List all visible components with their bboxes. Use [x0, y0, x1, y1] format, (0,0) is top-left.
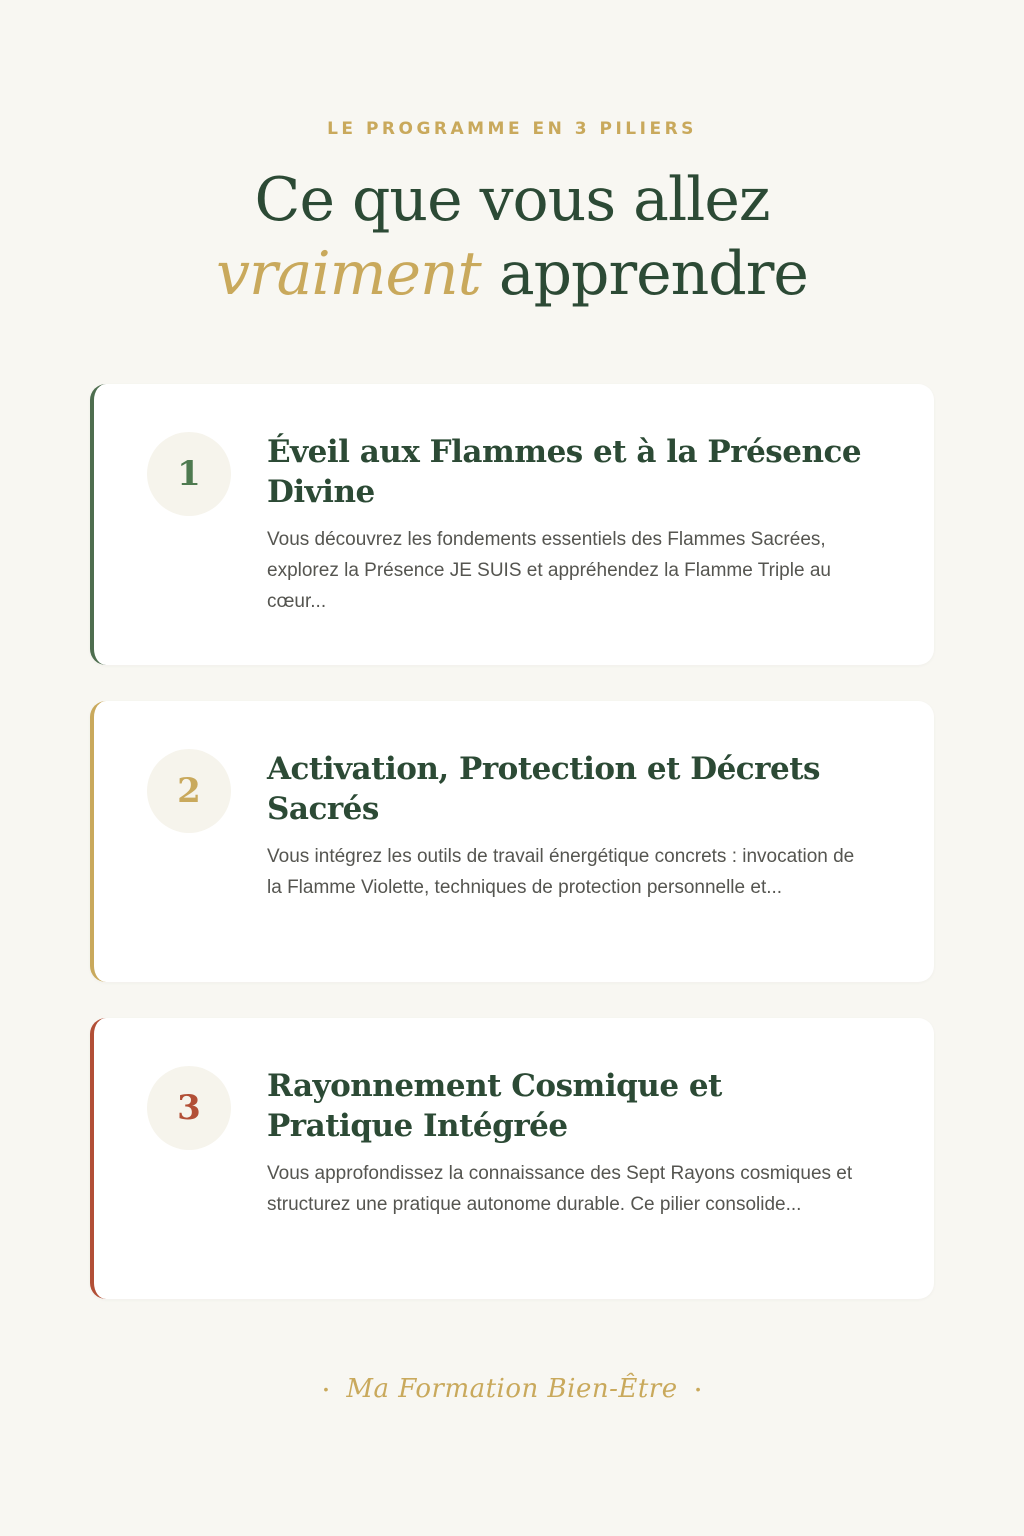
pillar-card-3	[90, 1018, 934, 1299]
pillar-title: Éveil aux Flammes et à la Présence Divine	[267, 434, 862, 510]
separator-dot-right: •	[695, 1381, 701, 1397]
section-title-line1: Ce que vous allez	[254, 165, 770, 235]
section-title-accent: vraiment	[216, 239, 481, 309]
pillar-title: Activation, Protection et Décrets Sacrés	[267, 751, 821, 827]
pillar-title: Rayonnement Cosmique et Pratique Intégrée	[267, 1068, 722, 1144]
brand-name: Ma Formation Bien-Être	[346, 1374, 678, 1404]
pillar-number-badge: 2	[147, 749, 231, 833]
pillar-number-badge: 3	[147, 1066, 231, 1150]
pillar-number-badge: 1	[147, 432, 231, 516]
footer-brand	[0, 1374, 1024, 1404]
pillar-description: Vous intégrez les outils de travail énergétique concrets : invocation de la Flamme Violette, techniques de protection personnelle et...	[267, 846, 855, 898]
section-eyebrow: LE PROGRAMME EN 3 PILIERS	[327, 119, 697, 139]
pillar-description: Vous approfondissez la connaissance des Sept Rayons cosmiques et structurez une pratique autonome durable. Ce pilier consolide...	[267, 1163, 853, 1215]
pillar-description: Vous découvrez les fondements essentiels des Flammes Sacrées, explorez la Présence JE SUIS et appréhendez la Flamme Triple au cœur...	[267, 529, 831, 612]
section-title	[0, 163, 1024, 311]
section-title-rest: apprendre	[498, 239, 808, 309]
pillar-card-2	[90, 701, 934, 982]
pillar-card-1	[90, 384, 934, 665]
separator-dot-left: •	[323, 1381, 329, 1397]
